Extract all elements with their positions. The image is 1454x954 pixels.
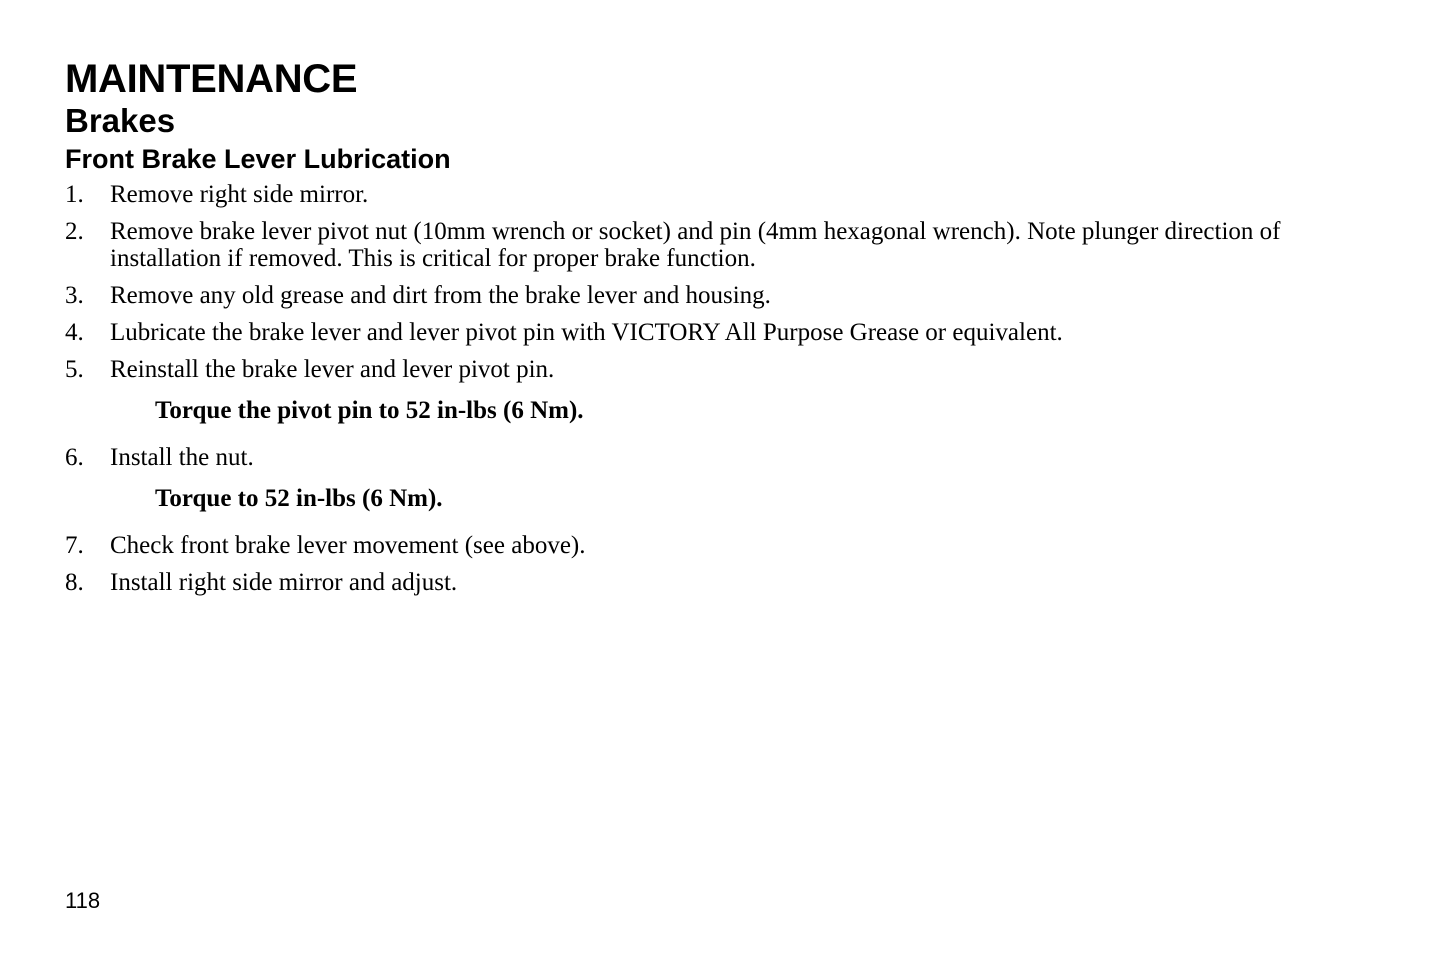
step-2 (65, 218, 1385, 272)
step-text: Check front brake lever movement (see above). (110, 532, 586, 559)
step-text: Remove brake lever pivot nut (10mm wrench or socket) and pin (4mm hexagonal wrench). Note plunger direction of installation if removed. This is critical for proper brake function. (110, 218, 1281, 272)
procedure-steps (65, 181, 1385, 383)
step-number: 2. (65, 218, 84, 245)
topic-title: Front Brake Lever Lubrication (65, 144, 451, 174)
step-text: Remove any old grease and dirt from the brake lever and housing. (110, 282, 771, 309)
step-number: 7. (65, 532, 84, 559)
step-8 (65, 569, 1385, 596)
step-text: Remove right side mirror. (110, 181, 369, 208)
procedure-steps-final (65, 532, 1385, 596)
step-number: 4. (65, 319, 84, 346)
step-4 (65, 319, 1385, 346)
section-title: MAINTENANCE (65, 57, 358, 101)
step-text: Install the nut. (110, 444, 254, 471)
step-text: Install right side mirror and adjust. (110, 569, 458, 596)
procedure-steps-continued (65, 444, 1385, 471)
step-number: 1. (65, 181, 84, 208)
step-3 (65, 282, 1385, 309)
step-number: 5. (65, 356, 84, 383)
step-number: 6. (65, 444, 84, 471)
step-7 (65, 532, 1385, 559)
step-5 (65, 356, 1385, 383)
page-content (65, 56, 1385, 606)
torque-note-nut: Torque to 52 in-lbs (6 Nm). (155, 485, 443, 512)
step-number: 3. (65, 282, 84, 309)
step-6 (65, 444, 1385, 471)
subsection-title: Brakes (65, 102, 176, 139)
page-number: 118 (65, 888, 101, 913)
step-1 (65, 181, 1385, 208)
step-text: Reinstall the brake lever and lever pivot pin. (110, 356, 555, 383)
step-number: 8. (65, 569, 84, 596)
torque-note-pivot-pin: Torque the pivot pin to 52 in-lbs (6 Nm). (155, 397, 584, 424)
step-text: Lubricate the brake lever and lever pivot pin with VICTORY All Purpose Grease or equivalent. (110, 319, 1063, 346)
